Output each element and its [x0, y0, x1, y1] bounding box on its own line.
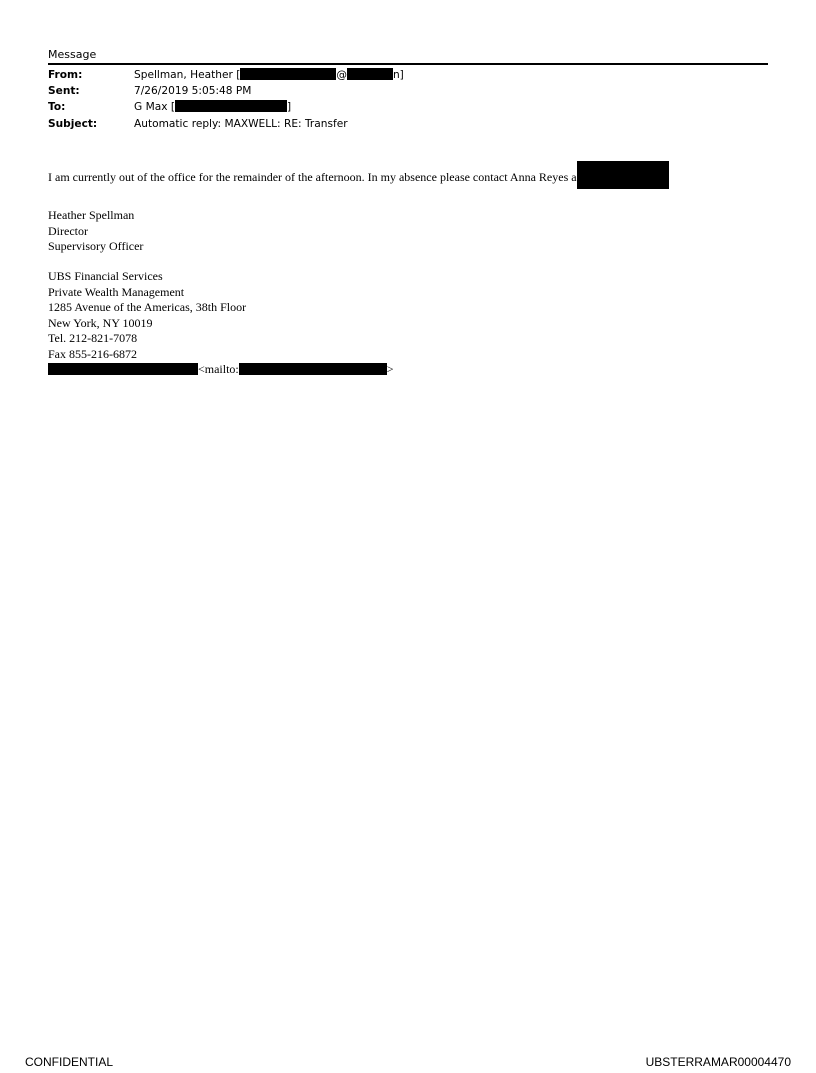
to-label: To:: [48, 101, 66, 113]
subject-value: Automatic reply: MAXWELL: RE: Transfer: [134, 118, 348, 130]
company-name: UBS Financial Services: [48, 269, 163, 283]
from-label: From:: [48, 69, 83, 81]
email-line: [48, 362, 394, 378]
message-body: [48, 161, 669, 189]
redaction-block: [347, 68, 393, 80]
signature-name: Heather Spellman: [48, 208, 135, 222]
redaction-block: [239, 363, 387, 375]
mailto-suffix: >: [386, 362, 394, 376]
company-block: [48, 269, 394, 378]
signature-role: Supervisory Officer: [48, 239, 144, 253]
redaction-block: [48, 363, 198, 375]
mailto-prefix: <mailto:: [198, 362, 239, 376]
sent-value: 7/26/2019 5:05:48 PM: [134, 85, 252, 97]
redaction-block: [577, 161, 669, 189]
signature-title: Director: [48, 223, 88, 238]
bates-number: UBSTERRAMAR00004470: [645, 1055, 791, 1069]
header-divider: [48, 63, 768, 65]
message-header-title: Message: [48, 48, 97, 61]
message-text: I am currently out of the office for the remainder of the afternoon. In my absence please contact Anna Reyes a: [48, 170, 577, 184]
to-value: [134, 100, 291, 115]
sent-label: Sent:: [48, 85, 80, 97]
from-value: [134, 68, 404, 83]
company-address: 1285 Avenue of the Americas, 38th Floor: [48, 300, 247, 314]
confidential-footer: CONFIDENTIAL: [25, 1055, 114, 1069]
subject-label: Subject:: [48, 118, 98, 130]
signature-block: [48, 208, 143, 255]
company-division: Private Wealth Management: [48, 284, 185, 299]
company-fax: Fax 855-216-6872: [48, 346, 137, 361]
from-end: n]: [392, 69, 404, 81]
from-name: Spellman, Heather [: [134, 69, 241, 81]
redaction-block: [175, 100, 287, 112]
redaction-block: [240, 68, 336, 80]
to-end: ]: [286, 101, 292, 113]
company-city: New York, NY 10019: [48, 315, 153, 330]
to-name: G Max [: [134, 101, 175, 113]
from-at: @: [336, 69, 347, 81]
company-tel: Tel. 212-821-7078: [48, 331, 138, 345]
